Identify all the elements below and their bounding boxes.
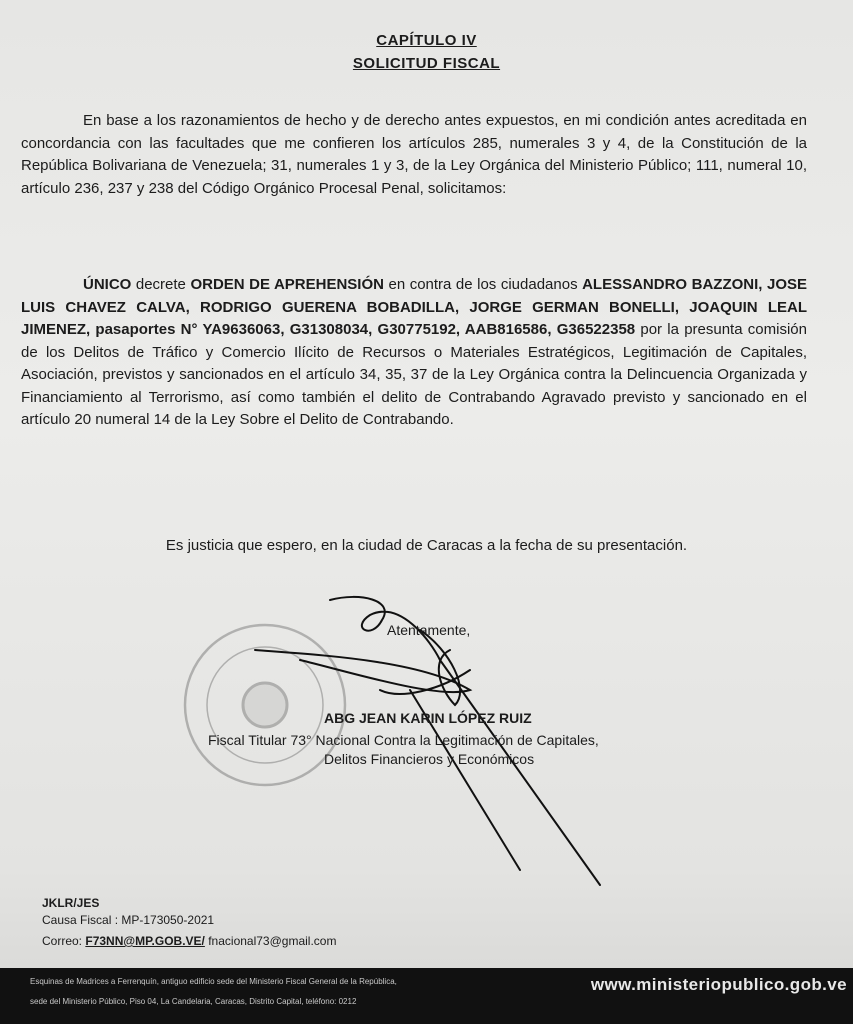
- charges-text: por la presunta comisión de los Delitos de Tráfico y Comercio Ilícito de Recursos o Materiales Estratégicos, Legitimación de Capitales, Asociación, previstos y sancionados en el artículo 34, 35, 37 de la Ley Orgánica contra la Delincuencia Organizada y Financiamiento al Terrorismo, así como también el delito de Contrabando Agravado previsto y sancionado en el artículo 20 numeral 14 de la Ley Sobre el Delito de Contrabando.: [21, 321, 807, 428]
- against-text: en contra de los ciudadanos: [383, 276, 583, 293]
- case-number: Causa Fiscal : MP-173050-2021: [42, 913, 215, 927]
- signer-title-line1: Fiscal Titular 73° Nacional Contra la Legitimación de Capitales,: [208, 732, 599, 748]
- official-seal-stamp: [185, 625, 345, 785]
- address-line-1: Esquinas de Madrices a Ferrenquín, antiguo edificio sede del Ministerio Fiscal General de la República,: [30, 977, 397, 986]
- signer-name: ABG JEAN KARIN LÓPEZ RUIZ: [324, 710, 532, 726]
- salutation: Atentamente,: [387, 622, 471, 638]
- section-title: SOLICITUD FISCAL: [352, 55, 501, 72]
- address-line-2: sede del Ministerio Público, Piso 04, La Candelaria, Caracas, Distrito Capital, teléfono: 0212: [30, 997, 357, 1006]
- order-label: ORDEN DE APREHENSIÓN: [190, 276, 384, 293]
- signer-title-line2: Delitos Financieros y Económicos: [324, 751, 535, 767]
- defendant-names: ALESSANDRO BAZZONI, JOSE LUIS CHAVEZ CALVA, RODRIGO GUERENA BOBADILLA, JORGE GERMAN BONELLI, JOAQUIN LEAL JIMENEZ, pasaportes N° YA9636063, G31308034, G30775192, AAB816586, G36522358: [21, 276, 807, 338]
- email-label: Correo:: [42, 934, 83, 948]
- email-link-primary[interactable]: F73NN@MP.GOB.VE/: [85, 934, 205, 948]
- email-line: [42, 934, 336, 948]
- website-link[interactable]: www.ministeriopublico.gob.ve: [590, 975, 847, 994]
- closing-line: Es justicia que espero, en la ciudad de Caracas a la fecha de su presentación.: [165, 537, 688, 554]
- unico-label: ÚNICO: [83, 276, 132, 293]
- reference-initials: JKLR/JES: [42, 896, 100, 910]
- chapter-heading: CAPÍTULO IV: [376, 32, 477, 49]
- email-link-secondary[interactable]: fnacional73@gmail.com: [208, 934, 337, 948]
- decrete-text: decrete: [131, 276, 191, 293]
- paragraph-request-basis: En base a los razonamientos de hecho y de derecho antes expuestos, en mi condición antes acreditada en concordancia con las facultades que me confieren los artículos 285, numerales 3 y 4, de la Constitución de la República Bolivariana de Venezuela; 31, numerales 1 y 3, de la Ley Orgánica del Ministerio Público; 111, numeral 10, artículo 236, 237 y 238 del Código Orgánico Procesal Penal, solicitamos:: [21, 112, 807, 197]
